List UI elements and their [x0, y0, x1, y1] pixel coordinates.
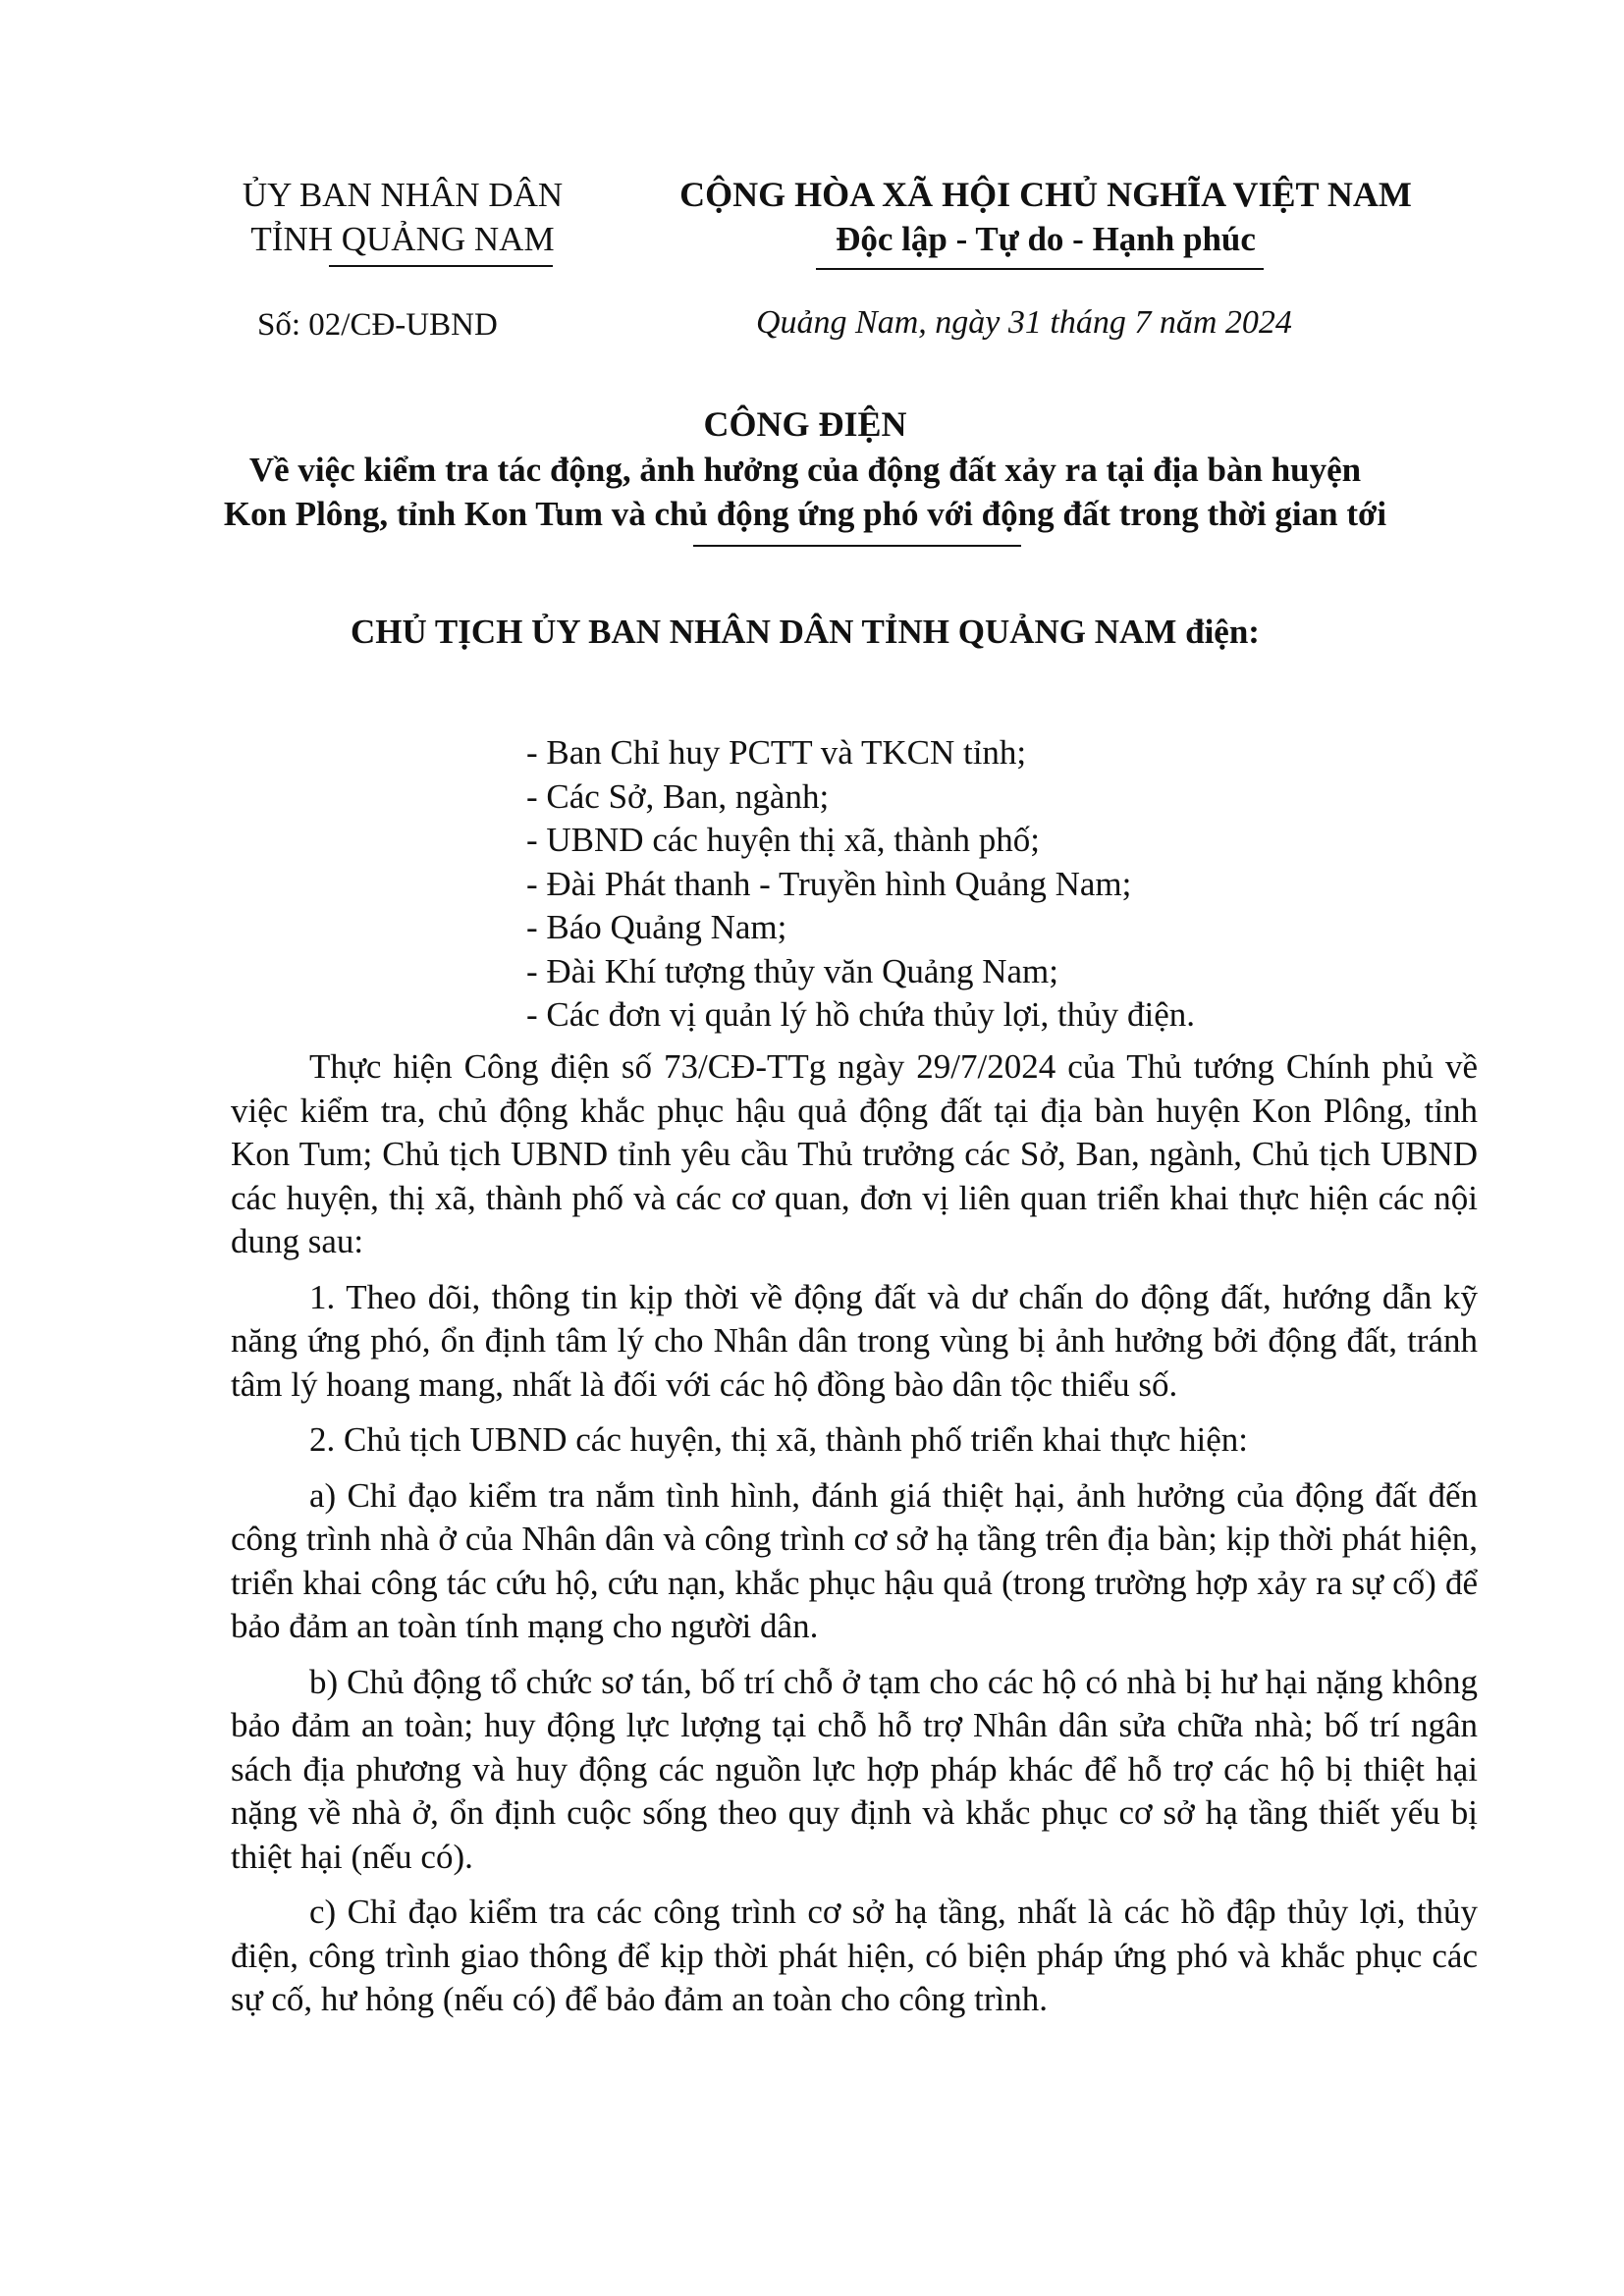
- subject-line-2: Kon Plông, tỉnh Kon Tum và chủ động ứng phó với động đất trong thời gian tới: [223, 495, 1387, 533]
- national-header: [648, 173, 1443, 261]
- body-paragraph: c) Chỉ đạo kiểm tra các công trình cơ sở hạ tầng, nhất là các hồ đập thủy lợi, thủy điện, công trình giao thông để kịp thời phát hiện, có biện pháp ứng phó và khắc phục các sự cố, hư hỏng (nếu có) để bảo đảm an toàn cho công trình.: [231, 1893, 1478, 2018]
- recipient-item: - Ban Chỉ huy PCTT và TKCN tỉnh;: [526, 733, 1027, 772]
- recipient-item: - Các Sở, Ban, ngành;: [526, 776, 830, 816]
- document-date: Quảng Nam, ngày 31 tháng 7 năm 2024: [756, 304, 1292, 341]
- document-body: [231, 1045, 1478, 2034]
- document-title: [147, 400, 1463, 536]
- recipient-item: - Các đơn vị quản lý hồ chứa thủy lợi, thủy điện.: [526, 995, 1196, 1034]
- recipient-item: - Đài Phát thanh - Truyền hình Quảng Nam;: [526, 864, 1132, 903]
- body-paragraph: 2. Chủ tịch UBND các huyện, thị xã, thành phố triển khai thực hiện:: [309, 1420, 1248, 1459]
- body-paragraph: b) Chủ động tổ chức sơ tán, bố trí chỗ ở tạm cho các hộ có nhà bị hư hại nặng không bảo đảm an toàn; huy động lực lượng tại chỗ hỗ trợ Nhân dân sửa chữa nhà; bố trí ngân sách địa phương và huy động các nguồn lực hợp pháp khác để hỗ trợ các hộ bị thiệt hại nặng về nhà ở, ổn định cuộc sống theo quy định và khắc phục cơ sở hạ tầng thiết yếu bị thiệt hại (nếu có).: [231, 1662, 1478, 1876]
- recipient-item: - UBND các huyện thị xã, thành phố;: [526, 821, 1040, 859]
- body-paragraph: Thực hiện Công điện số 73/CĐ-TTg ngày 29/7/2024 của Thủ tướng Chính phủ về việc kiểm tra, chủ động khắc phục hậu quả động đất tại địa bàn huyện Kon Plông, tỉnh Kon Tum; Chủ tịch UBND tỉnh yêu cầu Thủ trưởng các Sở, Ban, ngành, Chủ tịch UBND các huyện, thị xã, thành phố và các cơ quan, đơn vị liên quan triển khai thực hiện các nội dung sau:: [231, 1047, 1478, 1260]
- body-paragraph: a) Chỉ đạo kiểm tra nắm tình hình, đánh giá thiệt hại, ảnh hưởng của động đất đến công trình nhà ở của Nhân dân và công trình cơ sở hạ tầng trên địa bàn; kịp thời phát hiện, triển khai công tác cứu hộ, cứu nạn, khắc phục hậu quả (trong trường hợp xảy ra sự cố) để bảo đảm an toàn tính mạng cho người dân.: [231, 1475, 1478, 1645]
- body-paragraph: 1. Theo dõi, thông tin kịp thời về động đất và dư chấn do động đất, hướng dẫn kỹ năng ứng phó, ổn định tâm lý cho Nhân dân trong vùng bị ảnh hưởng bởi động đất, tránh tâm lý hoang mang, nhất là đối với các hộ đồng bào dân tộc thiểu số.: [231, 1277, 1478, 1404]
- subject-line-1: Về việc kiểm tra tác động, ảnh hưởng của động đất xảy ra tại địa bàn huyện: [248, 451, 1362, 489]
- agency-underline: [329, 265, 553, 267]
- motto-underline: [816, 268, 1264, 270]
- recipient-item: - Báo Quảng Nam;: [526, 908, 787, 946]
- sender-line: CHỦ TỊCH ỦY BAN NHÂN DÂN TỈNH QUẢNG NAM điện:: [351, 613, 1260, 651]
- recipient-item: - Đài Khí tượng thủy văn Quảng Nam;: [526, 951, 1058, 990]
- title-main: CÔNG ĐIỆN: [703, 404, 907, 444]
- title-underline: [693, 545, 1021, 547]
- agency-line-1: ỦY BAN NHÂN DÂN: [242, 176, 564, 214]
- agency-line-2: TỈNH QUẢNG NAM: [250, 220, 555, 258]
- recipient-list: [526, 731, 1195, 1038]
- national-motto: Độc lập - Tự do - Hạnh phúc: [836, 220, 1256, 258]
- issuing-agency: [187, 173, 619, 261]
- national-title: CỘNG HÒA XÃ HỘI CHỦ NGHĨA VIỆT NAM: [679, 175, 1412, 214]
- document-number: Số: 02/CĐ-UBND: [257, 307, 498, 343]
